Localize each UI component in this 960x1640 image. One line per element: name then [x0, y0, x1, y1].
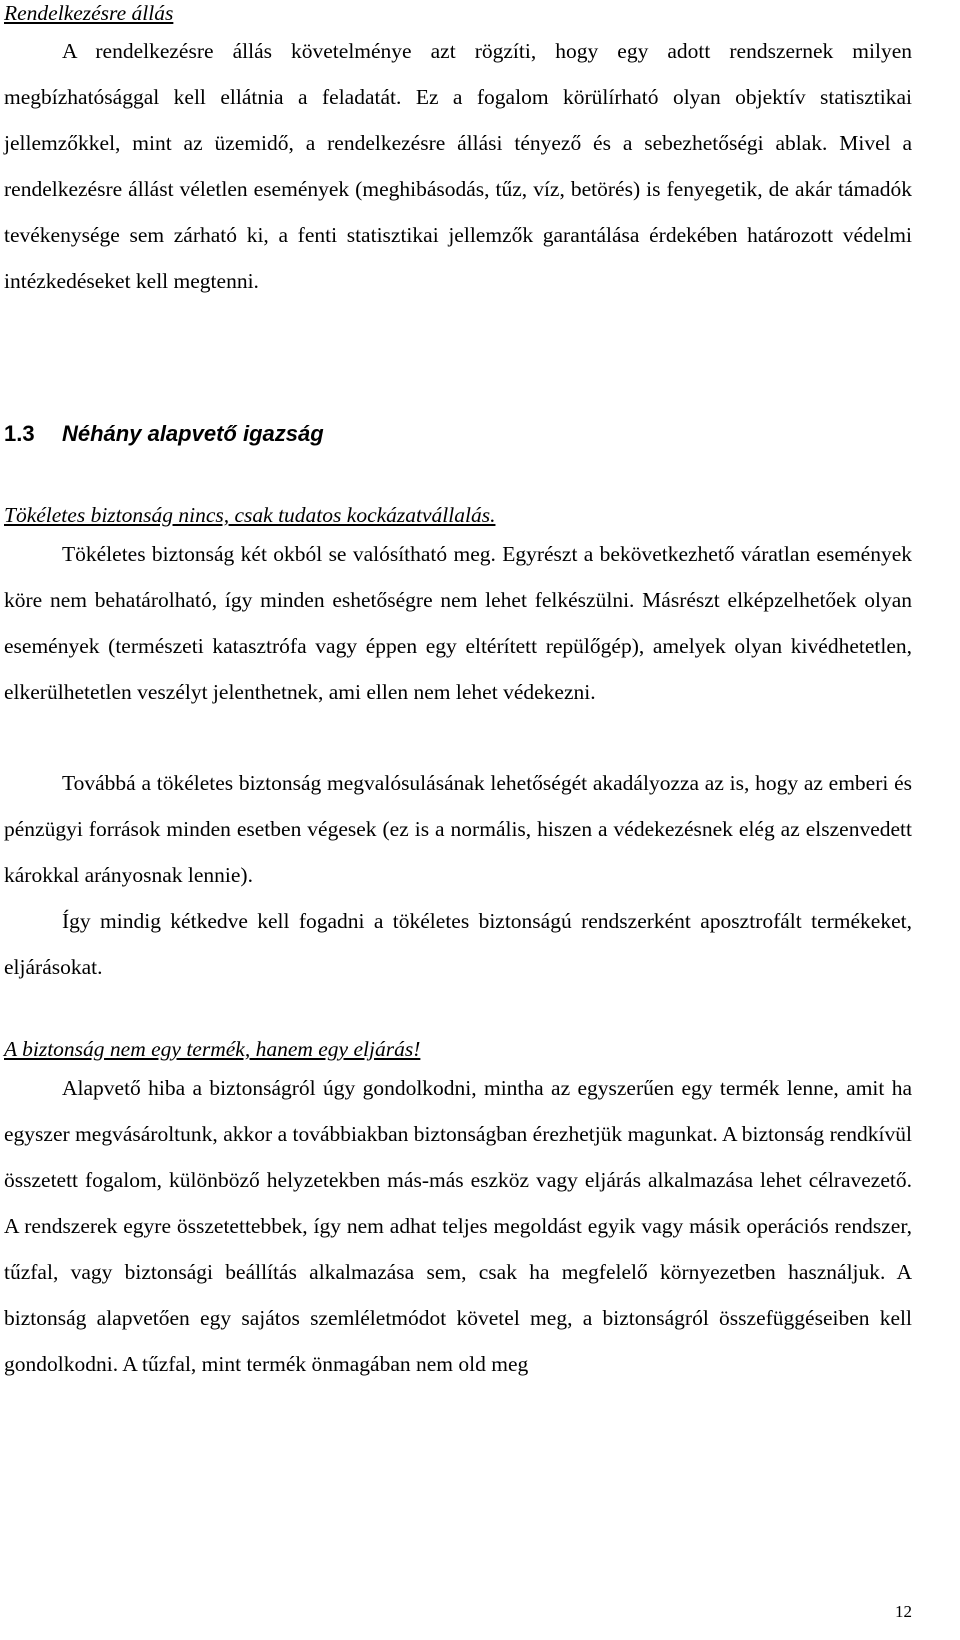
section-number: 1.3 [4, 421, 35, 446]
page-number: 12 [895, 1602, 912, 1621]
heading-process: A biztonság nem egy termék, hanem egy eljárás! [4, 1037, 421, 1061]
section-heading [4, 420, 324, 448]
heading-perfect-security: Tökéletes biztonság nincs, csak tudatos kockázatvállalás. [4, 503, 496, 527]
paragraph-process: Alapvető hiba a biztonságról úgy gondolkodni, mintha az egyszerűen egy termék lenne, amit ha egyszer megvásároltunk, akkor a továbbiakban biztonságban érezhetjük magunkat. A biztonság rendkívül összetett fogalom, különböző helyzetekben más-más eszköz vagy eljárás alkalmazása lehet célravezető. A rendszerek egyre összetettebbek, így nem adhat teljes megoldást egyik vagy másik operációs rendszer, tűzfal, vagy biztonsági beállítás alkalmazása sem, csak ha megfelelő környezetben használjuk. A biztonság alapvetően egy sajátos szemléletmódot követel meg, a biztonságról összefüggéseiben kell gondolkodni. A tűzfal, mint termék önmagában nem old meg [4, 1076, 912, 1376]
paragraph-availability: A rendelkezésre állás követelménye azt rögzíti, hogy egy adott rendszernek milyen megbízhatósággal kell ellátnia a feladatát. Ez a fogalom körülírható olyan objektív statisztikai jellemzőkkel, mint az üzemidő, a rendelkezésre állási tényező és a sebezhetőségi ablak. Mivel a rendelkezésre állást véletlen események (meghibásodás, tűz, víz, betörés) is fenyegetik, de akár támadók tevékenysége sem zárható ki, a fenti statisztikai jellemzők garantálása érdekében határozott védelmi intézkedéseket kell megtenni. [4, 39, 912, 293]
section-title: Néhány alapvető igazság [62, 421, 324, 446]
paragraph-perfect-security-1: Tökéletes biztonság két okból se valósítható meg. Egyrészt a bekövetkezhető váratlan események köre nem behatárolható, így minden eshetőségre nem lehet felkészülni. Másrészt elképzelhetőek olyan események (természeti katasztrófa vagy éppen egy eltérített repülőgép), amelyek olyan kivédhetetlen, elkerülhetetlen veszélyt jelenthetnek, ami ellen nem lehet védekezni. [4, 542, 912, 704]
paragraph-perfect-security-3: Így mindig kétkedve kell fogadni a tökéletes biztonságú rendszerként aposztrofált termékeket, eljárásokat. [4, 909, 912, 979]
paragraph-perfect-security-2: Továbbá a tökéletes biztonság megvalósulásának lehetőségét akadályozza az is, hogy az emberi és pénzügyi források minden esetben végesek (ez is a normális, hiszen a védekezésnek elég az elszenvedett károkkal arányosnak lennie). [4, 771, 912, 887]
heading-availability: Rendelkezésre állás [4, 1, 174, 25]
